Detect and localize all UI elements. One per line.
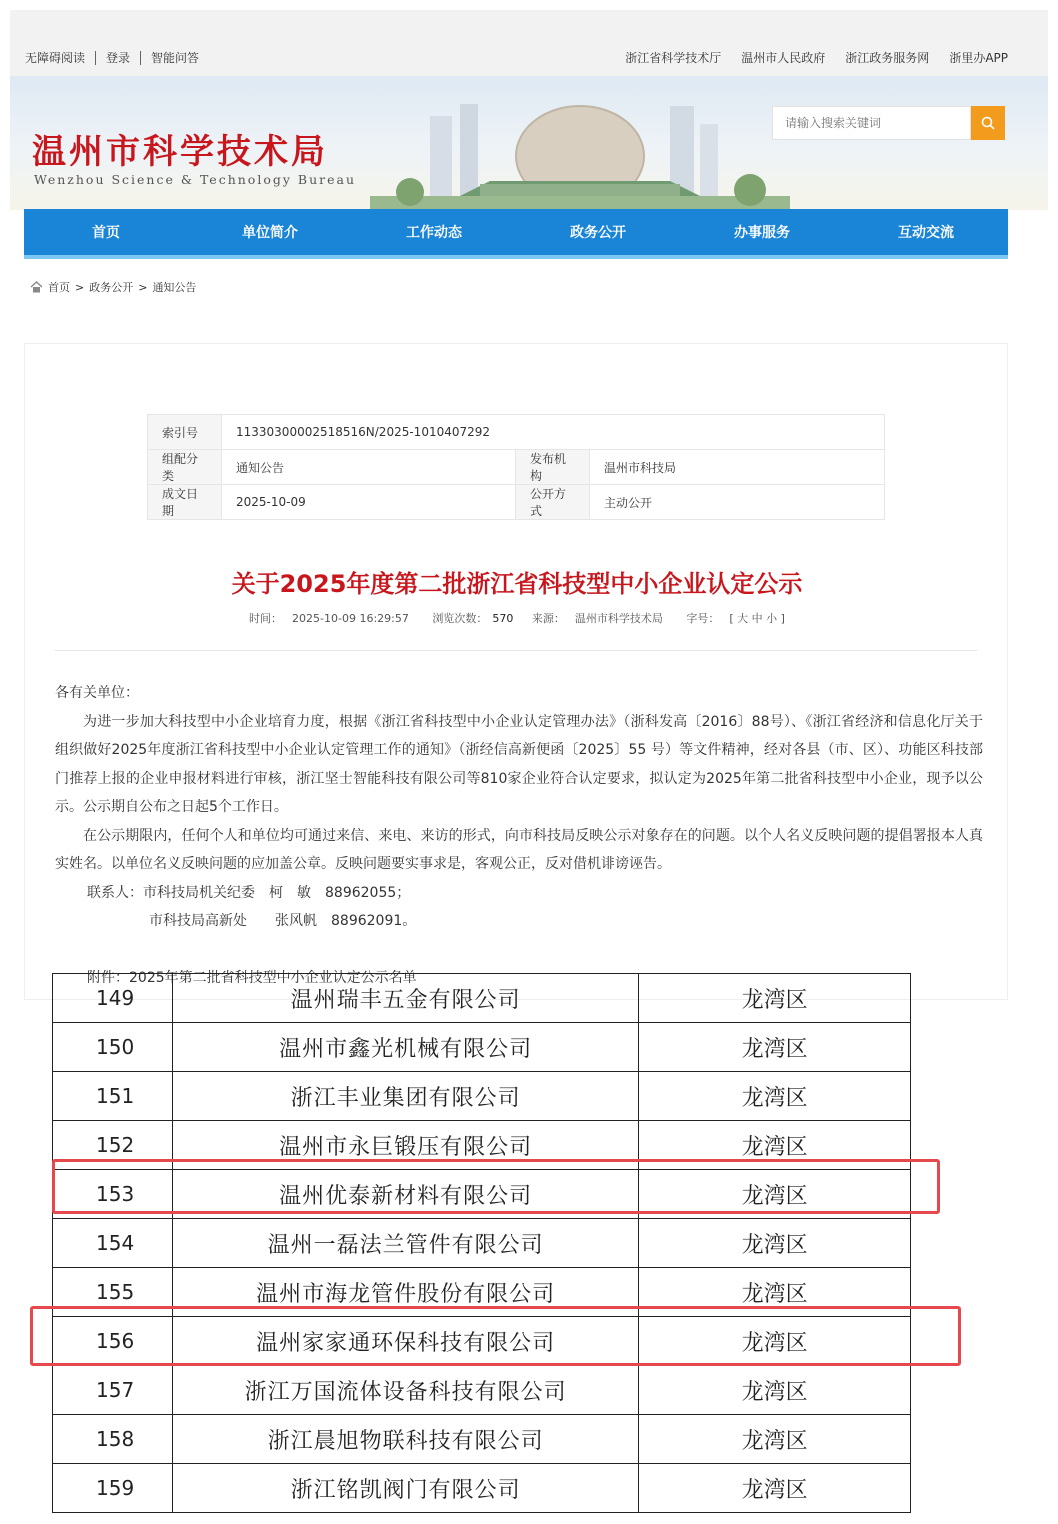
top-utility-bar: [10, 10, 1048, 76]
meta-publisher-value: 温州市科技局: [590, 450, 885, 485]
district: 龙湾区: [639, 1464, 911, 1513]
search-icon: [981, 116, 995, 130]
row-number: 158: [53, 1415, 173, 1464]
login-link[interactable]: 登录: [106, 51, 131, 65]
row-number: 154: [53, 1219, 173, 1268]
row-number: 159: [53, 1464, 173, 1513]
nav-services[interactable]: 办事服务: [734, 225, 790, 241]
body-paragraph-2: 在公示期限内，任何个人和单位均可通过来信、来电、来访的形式，向市科技局反映公示对象存在的问题。以个人名义反映问题的提倡署报本人真实姓名。以单位名义反映问题的应加盖公章。反映问题要实事求是，客观公正，反对借机诽谤诬告。: [55, 827, 983, 872]
nav-interaction[interactable]: 互动交流: [898, 225, 954, 241]
breadcrumb-notices[interactable]: 通知公告: [152, 281, 197, 294]
meta-index-value: 11330300002518516N/2025-1010407292: [222, 415, 885, 450]
city-skyline-illustration: [370, 96, 790, 210]
font-size-switch: [681, 612, 790, 625]
nav-home[interactable]: 首页: [92, 225, 120, 241]
article-source: [527, 612, 668, 625]
attachment-link[interactable]: 附件：2025年第二批省科技型中小企业认定公示名单: [87, 969, 417, 986]
nav-about[interactable]: 单位简介: [242, 225, 298, 241]
row-number: 156: [53, 1317, 173, 1366]
meta-date-value: 2025-10-09: [222, 485, 516, 520]
utility-links-right: [625, 49, 1008, 66]
publish-time: [244, 612, 414, 625]
row-number: 151: [53, 1072, 173, 1121]
smart-qa-link[interactable]: 智能问答: [151, 51, 200, 65]
views-value: 570: [492, 612, 514, 625]
utility-links-left: [25, 49, 199, 66]
search-input[interactable]: [772, 106, 971, 140]
divider: [95, 51, 96, 65]
district: 龙湾区: [639, 1170, 911, 1219]
district: 龙湾区: [639, 1072, 911, 1121]
fontsize-options[interactable]: [ 大 中 小 ]: [729, 612, 785, 625]
row-number: 149: [53, 974, 173, 1023]
district: 龙湾区: [639, 1121, 911, 1170]
highlight-box-row-153: [52, 1159, 940, 1214]
row-number: 155: [53, 1268, 173, 1317]
fontsize-label: 字号：: [686, 612, 720, 625]
district: 龙湾区: [639, 1317, 911, 1366]
breadcrumb: [30, 279, 196, 295]
meta-mode-label: 公开方式: [516, 485, 590, 520]
breadcrumb-home[interactable]: 首页: [48, 281, 70, 294]
company-name: 浙江丰业集团有限公司: [172, 1072, 638, 1121]
table-row: [53, 974, 911, 1023]
article-info-line: [25, 610, 1009, 626]
highlight-box-row-156: [30, 1306, 961, 1366]
time-label: 时间：: [249, 612, 283, 625]
company-name: 温州市永巨锻压有限公司: [172, 1121, 638, 1170]
table-row: [53, 1415, 911, 1464]
breadcrumb-gov-info[interactable]: 政务公开: [89, 281, 134, 294]
company-list-table: [52, 973, 911, 1513]
time-value: 2025-10-09 16:29:57: [292, 612, 409, 625]
gov-service-link[interactable]: 浙江政务服务网: [845, 51, 930, 65]
company-name: 温州瑞丰五金有限公司: [172, 974, 638, 1023]
document-meta-table: [147, 414, 885, 520]
meta-category-value: 通知公告: [222, 450, 516, 485]
page-shell: [10, 10, 1048, 1000]
greeting: 各有关单位：: [55, 685, 139, 701]
meta-mode-value: 主动公开: [590, 485, 885, 520]
company-name: 温州一磊法兰管件有限公司: [172, 1219, 638, 1268]
meta-publisher-label: 发布机构: [516, 450, 590, 485]
breadcrumb-separator: >: [75, 280, 85, 294]
company-name: 浙江铭凯阀门有限公司: [172, 1464, 638, 1513]
district: 龙湾区: [639, 1219, 911, 1268]
search-button[interactable]: [971, 106, 1005, 140]
zheliban-app-link[interactable]: 浙里办APP: [949, 51, 1008, 65]
company-name: 温州市海龙管件股份有限公司: [172, 1268, 638, 1317]
district: 龙湾区: [639, 974, 911, 1023]
contact-line-2: 市科技局高新处 张风帆 88962091。: [149, 913, 417, 929]
body-paragraph-1: 为进一步加大科技型中小企业培育力度，根据《浙江省科技型中小企业认定管理办法》（浙科发高〔2016〕88号）、《浙江省经济和信息化厅关于组织做好2025年度浙江省科技型中小企业认定管理工作的通知》（浙经信高新便函〔2025〕55 号）等文件精神，经对各县（市、区）、功能区科技部门推荐上报的企业申报材料进行审核，浙江坚士智能科技有限公司等810家企业符合认定要求，拟认定为2025年第二批省科技型中小企业，现予以公示。公示期自公布之日起5个工作日。: [55, 713, 983, 815]
table-row: [53, 1464, 911, 1513]
article-title: 关于2025年度第二批浙江省科技型中小企业认定公示: [231, 570, 803, 598]
accessibility-link[interactable]: 无障碍阅读: [25, 51, 86, 65]
views-label: 浏览次数：: [432, 612, 488, 625]
site-logo-subtitle: Wenzhou Science & Technology Bureau: [34, 172, 357, 187]
district: 龙湾区: [639, 1415, 911, 1464]
article-panel: [24, 343, 1008, 1000]
district: 龙湾区: [639, 1268, 911, 1317]
search-box: [772, 106, 1005, 140]
nav-gov-info[interactable]: 政务公开: [570, 225, 626, 241]
meta-category-label: 组配分类: [148, 450, 222, 485]
company-name: 浙江晨旭物联科技有限公司: [172, 1415, 638, 1464]
header-banner: [10, 76, 1048, 210]
company-name: 温州优泰新材料有限公司: [172, 1170, 638, 1219]
home-icon: [30, 281, 43, 293]
nav-news[interactable]: 工作动态: [406, 225, 462, 241]
company-name: 温州市鑫光机械有限公司: [172, 1023, 638, 1072]
table-row: [53, 1219, 911, 1268]
provincial-dept-link[interactable]: 浙江省科学技术厅: [625, 51, 722, 65]
view-count: [427, 612, 513, 625]
district: 龙湾区: [639, 1366, 911, 1415]
city-gov-link[interactable]: 温州市人民政府: [741, 51, 826, 65]
source-label: 来源：: [531, 612, 565, 625]
contact-line-1: 联系人：市科技局机关纪委 柯 敏 88962055；: [87, 884, 411, 901]
article-body: [55, 679, 983, 992]
company-name: 浙江万国流体设备科技有限公司: [172, 1366, 638, 1415]
row-number: 150: [53, 1023, 173, 1072]
row-number: 153: [53, 1170, 173, 1219]
divider: [140, 51, 141, 65]
source-value: 温州市科学技术局: [574, 612, 663, 625]
row-number: 157: [53, 1366, 173, 1415]
breadcrumb-separator: >: [138, 280, 148, 294]
meta-date-label: 成文日期: [148, 485, 222, 520]
table-row: [53, 1072, 911, 1121]
district: 龙湾区: [639, 1023, 911, 1072]
company-list-scan: [52, 986, 912, 1518]
table-row: [53, 1023, 911, 1072]
row-number: 152: [53, 1121, 173, 1170]
meta-index-label: 索引号: [148, 415, 222, 450]
company-name: 温州家家通环保科技有限公司: [172, 1317, 638, 1366]
site-logo-title[interactable]: 温州市科学技术局: [32, 132, 328, 172]
table-row: [53, 1366, 911, 1415]
title-divider: [55, 650, 977, 651]
main-navigation: [24, 209, 1008, 259]
